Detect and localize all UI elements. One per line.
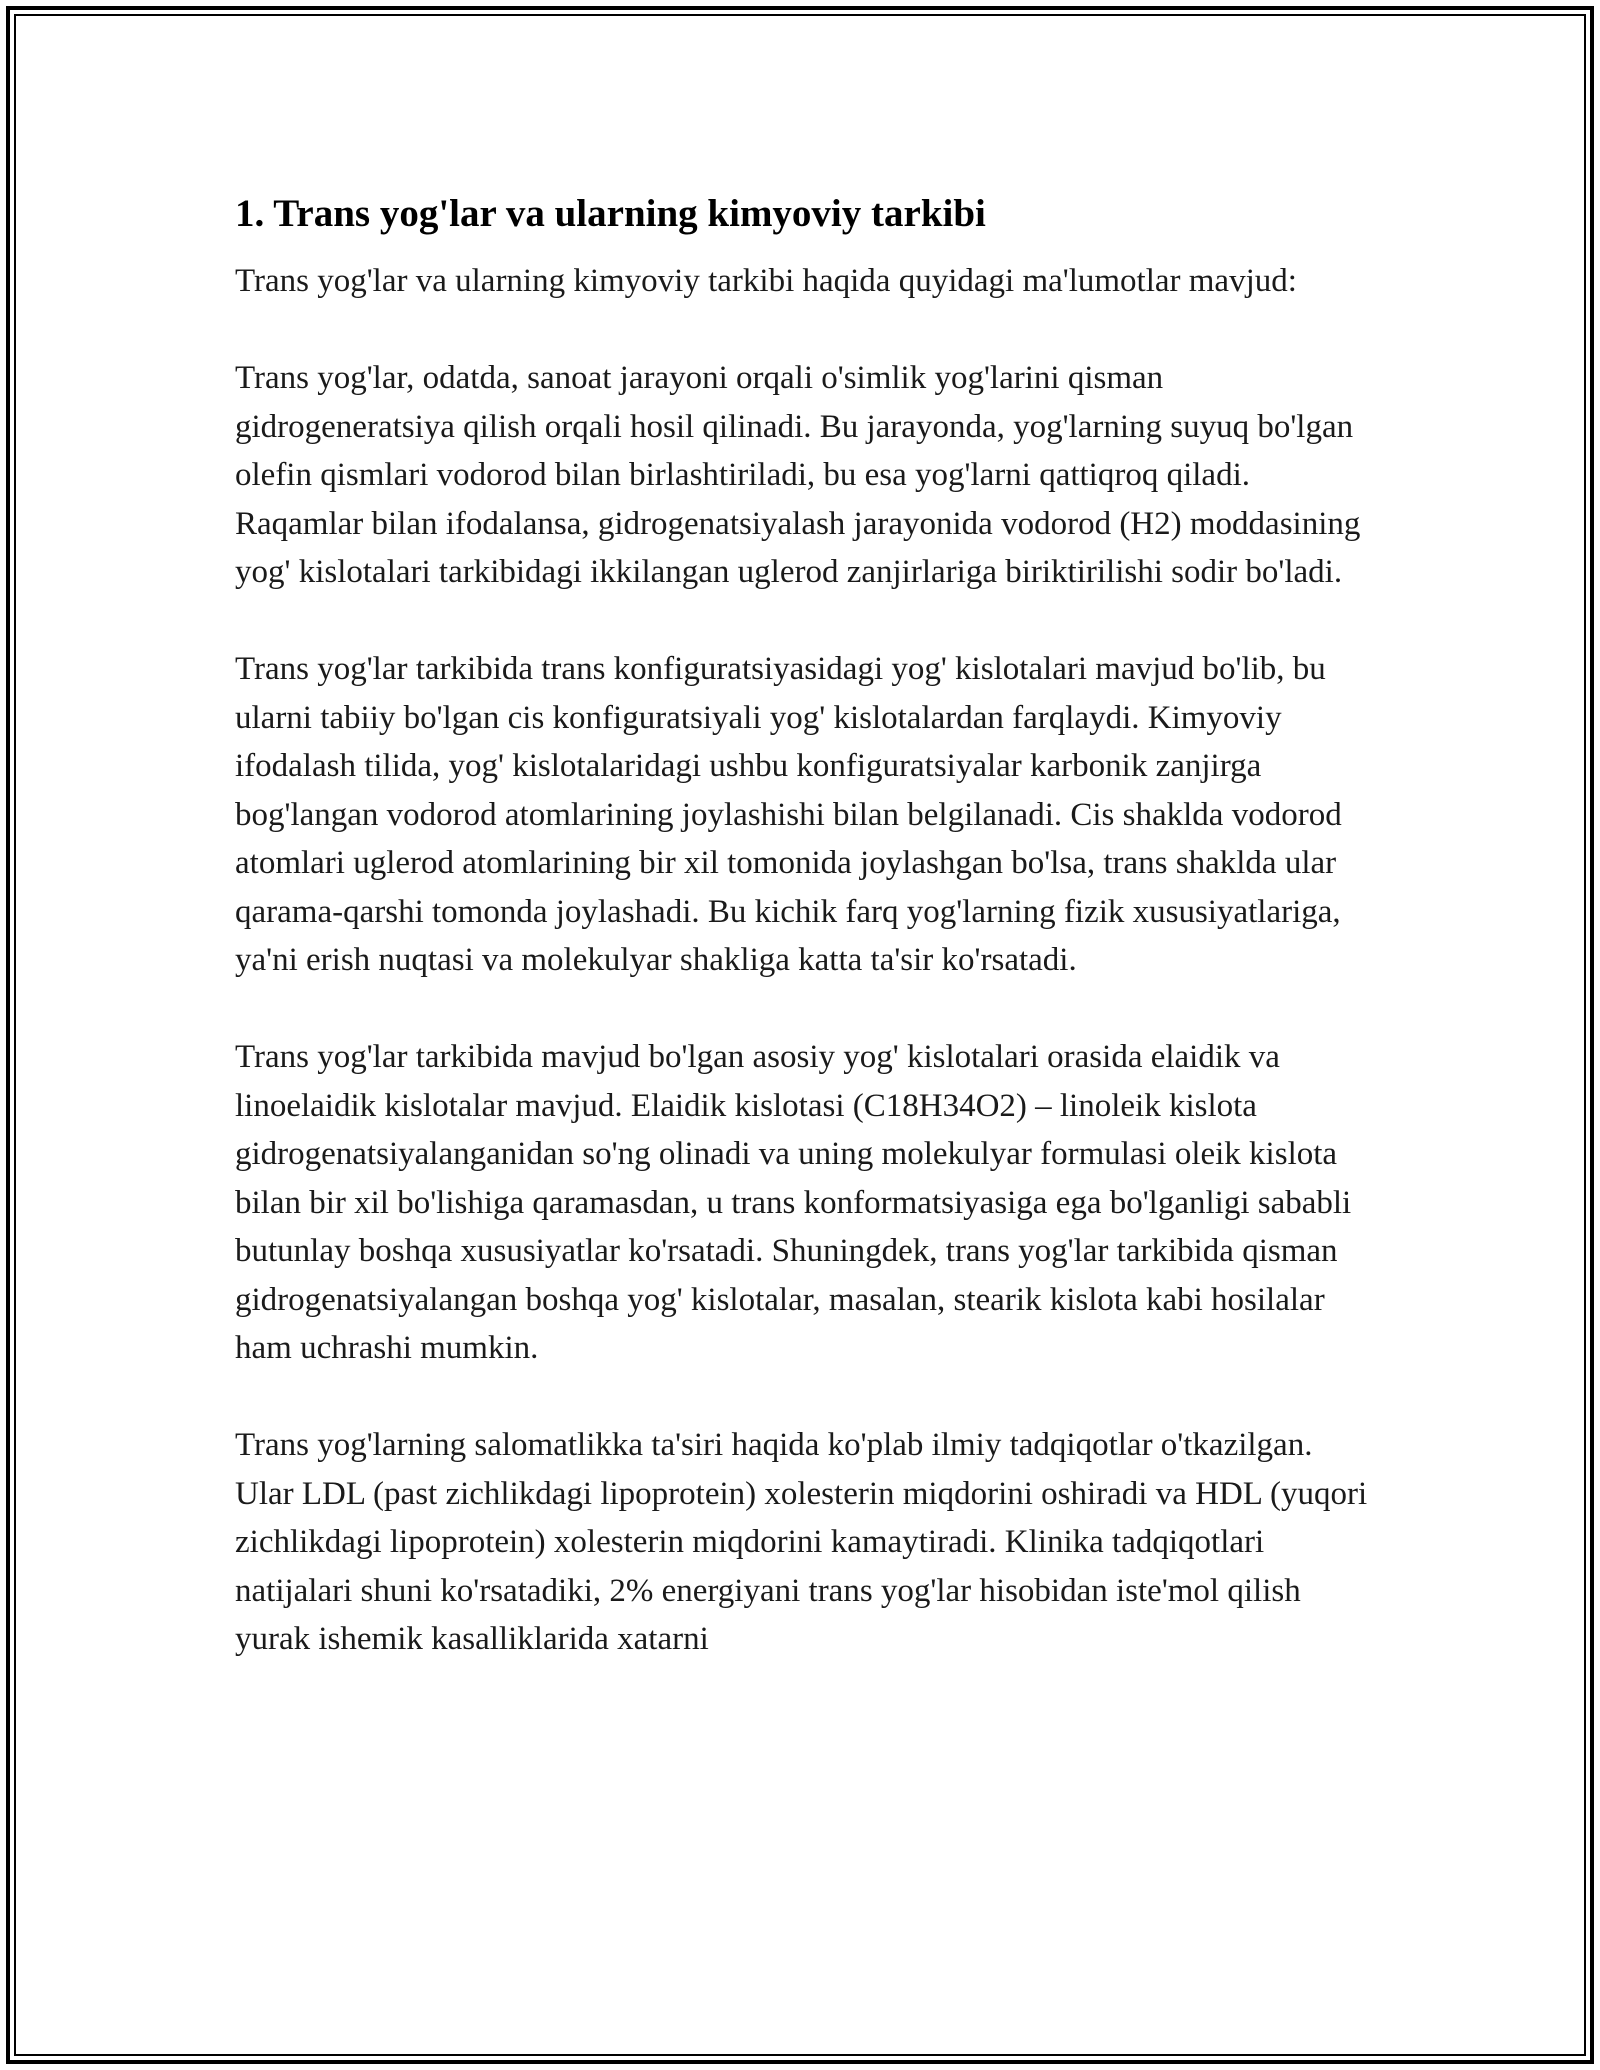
intro-paragraph: Trans yog'lar va ularning kimyoviy tarkibi haqida quyidagi ma'lumotlar mavjud: (235, 263, 1297, 299)
section-heading: 1. Trans yog'lar va ularning kimyoviy tarkibi (235, 192, 986, 235)
health-effects-paragraph: Trans yog'larning salomatlikka ta'siri haqida ko'plab ilmiy tadqiqotlar o'tkazilgan. Ular LDL (past zichlikdagi lipoprotein) xolesterin miqdorini oshiradi va HDL (yuqori zichlikdagi lipoprotein) xolesterin miqdorini kamaytiradi. Klinika tadqiqotlari natijalari shuni ko'rsatadiki, 2% energiyani trans yog'lar hisobidan iste'mol qilish yurak ishemik kasalliklarida xatarni (235, 1427, 1368, 1657)
fatty-acids-paragraph: Trans yog'lar tarkibida mavjud bo'lgan asosiy yog' kislotalari orasida elaidik va linoelaidik kislotalar mavjud. Elaidik kislotasi (C18H34O2) – linoleik kislota gidrogenatsiyalanganidan so'ng olinadi va uning molekulyar formulasi oleik kislota bilan bir xil bo'lishiga qaramasdan, u trans konformatsiyasiga ega bo'lganligi sababli butunlay boshqa xususiyatlar ko'rsatadi. Shuningdek, trans yog'lar tarkibida qisman gidrogenatsiyalangan boshqa yog' kislotalar, masalan, stearik kislota kabi hosilalar ham uchrashi mumkin. (235, 1039, 1352, 1366)
document-body (235, 185, 1370, 1664)
configuration-paragraph: Trans yog'lar tarkibida trans konfiguratsiyasidagi yog' kislotalari mavjud bo'lib, bu ularni tabiiy bo'lgan cis konfiguratsiyali yog' kislotalardan farqlaydi. Kimyoviy ifodalash tilida, yog' kislotalaridagi ushbu konfiguratsiyalar karbonik zanjirga bog'langan vodorod atomlarining joylashishi bilan belgilanadi. Cis shaklda vodorod atomlari uglerod atomlarining bir xil tomonida joylashgan bo'lsa, trans shaklda ular qarama-qarshi tomonda joylashadi. Bu kichik farq yog'larning fizik xususiyatlariga, ya'ni erish nuqtasi va molekulyar shakliga katta ta'sir ko'rsatadi. (235, 651, 1342, 978)
hydrogenation-paragraph: Trans yog'lar, odatda, sanoat jarayoni orqali o'simlik yog'larini qisman gidrogeneratsiya qilish orqali hosil qilinadi. Bu jarayonda, yog'larning suyuq bo'lgan olefin qismlari vodorod bilan birlashtiriladi, bu esa yog'larni qattiqroq qiladi. Raqamlar bilan ifodalansa, gidrogenatsiyalash jarayonida vodorod (H2) moddasining yog' kislotalari tarkibidagi ikkilangan uglerod zanjirlariga biriktirilishi sodir bo'ladi. (235, 360, 1361, 590)
